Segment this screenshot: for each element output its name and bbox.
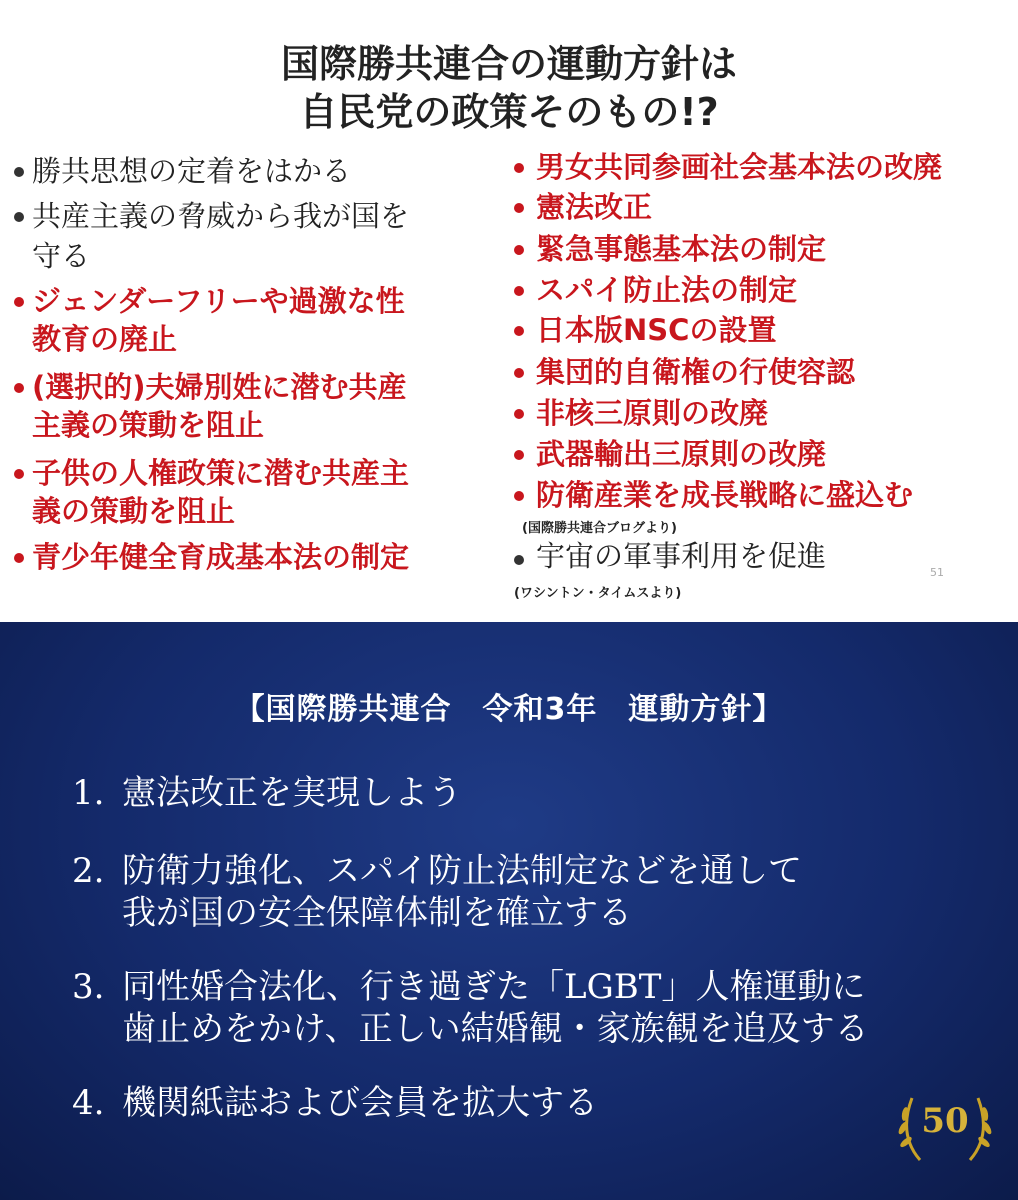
source-note-blog: (国際勝共連合ブログより): [522, 521, 677, 536]
policy-item-1: [72, 772, 462, 814]
policy-text: 憲法改正を実現しよう: [122, 773, 462, 813]
policy-text: 機関紙誌および会員を拡大する: [122, 1083, 598, 1123]
right-item-extra: 宇宙の軍事利用を促進: [536, 539, 827, 573]
right-item-6: 集団的自衛権の行使容認: [536, 355, 856, 389]
bullet: [514, 368, 524, 378]
policy-text-line2: 歯止めをかけ、正しい結婚観・家族観を追及する: [122, 1009, 869, 1049]
source-note-washington-times: (ワシントン・タイムスより): [514, 586, 682, 601]
left-item-3-line1: ジェンダーフリーや過激な性: [32, 284, 405, 318]
policy-text: 防衛力強化、スパイ防止法制定などを通して: [122, 851, 802, 891]
bullet: [14, 383, 24, 393]
left-item-2-line2: 守る: [32, 239, 91, 273]
left-item-2-line1: 共産主義の脅威から我が国を: [32, 199, 410, 233]
policy-number: 4.: [72, 1083, 105, 1123]
policy-item-3: [72, 966, 869, 1050]
policy-text: 同性婚合法化、行き過ぎた「LGBT」人権運動に: [122, 967, 866, 1007]
bullet: [14, 212, 24, 222]
bullet: [14, 167, 24, 177]
bullet: [14, 469, 24, 479]
right-item-5: 日本版NSCの設置: [536, 313, 777, 347]
anniversary-laurel-emblem: [890, 1080, 1000, 1170]
right-item-8: 武器輸出三原則の改廃: [536, 437, 827, 471]
right-item-1: 男女共同参画社会基本法の改廃: [536, 150, 943, 184]
left-item-5-line1: 子供の人権政策に潜む共産主: [32, 456, 410, 490]
bullet: [514, 491, 524, 501]
bullet: [14, 297, 24, 307]
right-item-3: 緊急事態基本法の制定: [536, 232, 827, 266]
policy-text-line2: 我が国の安全保障体制を確立する: [122, 893, 632, 933]
right-item-9: 防衛産業を成長戦略に盛込む: [536, 478, 914, 512]
emblem-number: 50: [921, 1101, 969, 1141]
policy-number: 1.: [72, 773, 105, 813]
slide-title-line2: 自民党の政策そのもの!?: [299, 90, 719, 134]
policy-title: 【国際勝共連合 令和3年 運動方針】: [234, 692, 784, 727]
left-item-3-line2: 教育の廃止: [32, 322, 178, 356]
policy-item-4: [72, 1082, 598, 1124]
bullet: [514, 286, 524, 296]
right-item-2: 憲法改正: [536, 190, 653, 224]
bullet: [514, 163, 524, 173]
bullet: [514, 245, 524, 255]
bullet: [514, 326, 524, 336]
policy-number: 3.: [72, 967, 105, 1007]
bullet: [14, 553, 24, 563]
slide-title-line1: 国際勝共連合の運動方針は: [280, 42, 737, 86]
left-item-4-line1: (選択的)夫婦別姓に潜む共産: [32, 370, 407, 404]
left-item-5-line2: 義の策動を阻止: [32, 494, 236, 528]
right-item-7: 非核三原則の改廃: [536, 396, 769, 430]
policy-number: 2.: [72, 851, 105, 891]
right-item-4: スパイ防止法の制定: [536, 273, 798, 307]
left-item-1: 勝共思想の定着をはかる: [32, 154, 352, 188]
bullet: [514, 203, 524, 213]
left-item-4-line2: 主義の策動を阻止: [32, 408, 265, 442]
bullet: [514, 409, 524, 419]
policy-item-2: [72, 850, 802, 934]
left-item-6: 青少年健全育成基本法の制定: [32, 540, 410, 574]
bullet: [514, 555, 524, 565]
page-number: 51: [930, 566, 944, 579]
bullet: [514, 450, 524, 460]
